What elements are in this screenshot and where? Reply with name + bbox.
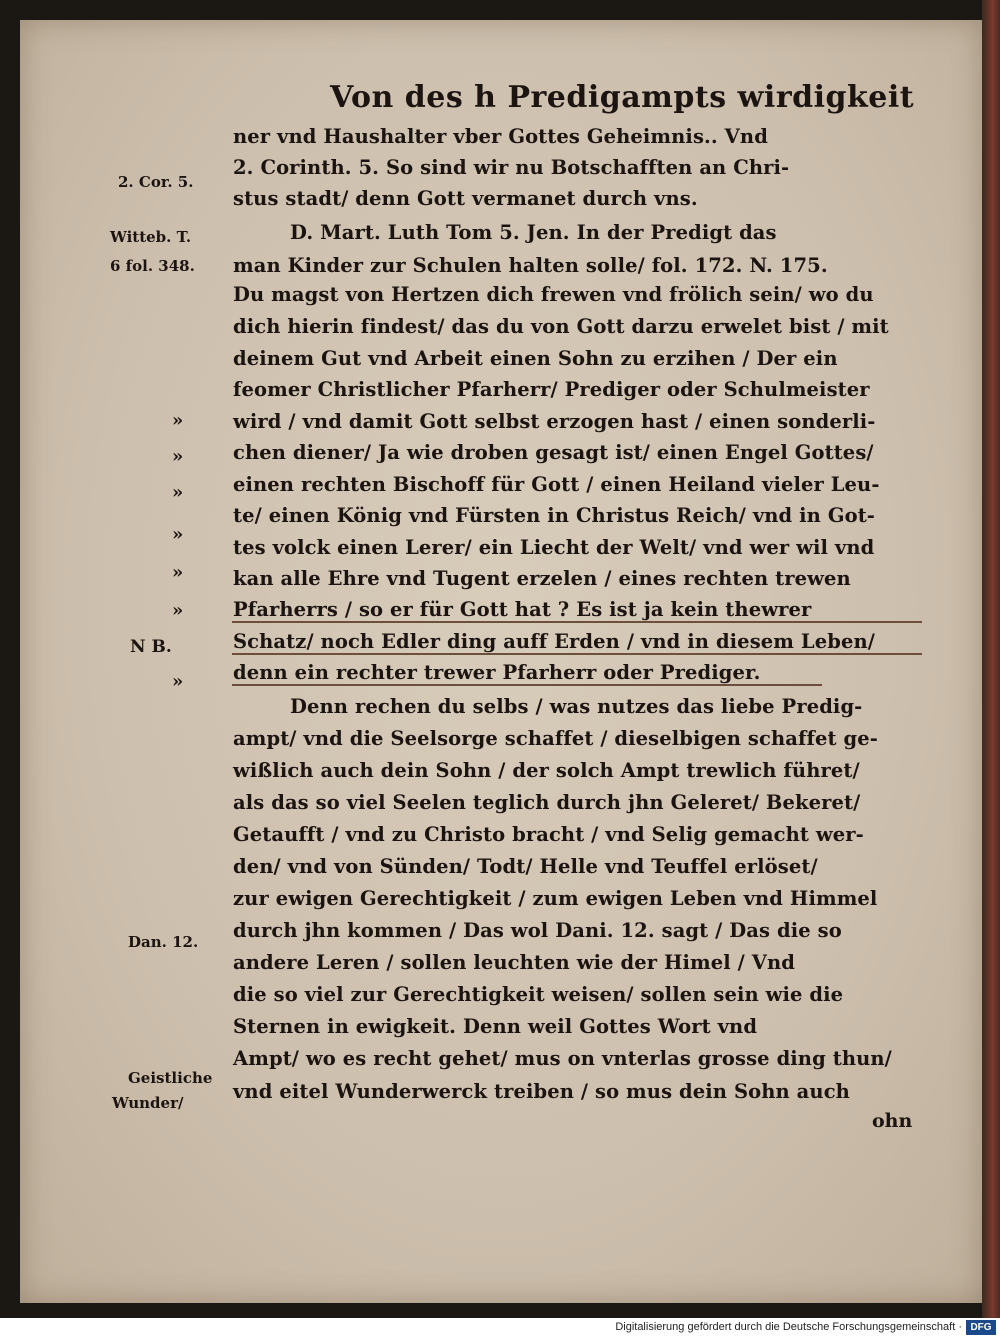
text-line: Sternen in ewigkeit. Denn weil Gottes Wort vnd (233, 1015, 758, 1038)
text-line: Denn rechen du selbs / was nutzes das liebe Predig- (290, 695, 863, 718)
margin-note-witteb: Witteb. T. (110, 228, 192, 246)
book-spine-edge (982, 0, 1000, 1318)
text-line: tes volck einen Lerer/ ein Liecht der Welt/ vnd wer wil vnd (233, 536, 875, 559)
text-line: dich hierin findest/ das du von Gott darzu erwelet bist / mit (233, 315, 889, 338)
text-line: deinem Gut vnd Arbeit einen Sohn zu erzihen / Der ein (233, 347, 838, 370)
text-line: kan alle Ehre vnd Tugent erzelen / eines rechten trewen (233, 567, 851, 590)
margin-note-wunder: Wunder/ (112, 1094, 184, 1112)
quote-mark: » (172, 671, 184, 692)
text-line: Ampt/ wo es recht gehet/ mus on vnterlas grosse ding thun/ (233, 1047, 892, 1070)
text-line: einen rechten Bischoff für Gott / einen Heiland vieler Leu- (233, 473, 880, 496)
text-line: Getaufft / vnd zu Christo bracht / vnd Selig gemacht wer- (233, 823, 864, 846)
text-line: man Kinder zur Schulen halten solle/ fol. 172. N. 175. (233, 254, 828, 277)
catchword: ohn (872, 1110, 913, 1132)
margin-note-geistliche: Geistliche (128, 1069, 213, 1087)
text-line: feomer Christlicher Pfarherr/ Prediger oder Schulmeister (233, 378, 870, 401)
text-line: vnd eitel Wunderwerck treiben / so mus dein Sohn auch (233, 1080, 850, 1103)
quote-mark: » (172, 482, 184, 503)
running-title: Von des h Predigampts wirdigkeit (330, 80, 915, 115)
text-line: Du magst von Hertzen dich frewen vnd frölich sein/ wo du (233, 283, 874, 306)
text-line: andere Leren / sollen leuchten wie der Himel / Vnd (233, 951, 796, 974)
quote-mark: » (172, 524, 184, 545)
text-line: wird / vnd damit Gott selbst erzogen hast / einen sonderli- (233, 410, 876, 433)
ink-underline (232, 684, 822, 686)
text-line: die so viel zur Gerechtigkeit weisen/ sollen sein wie die (233, 983, 844, 1006)
text-line: Pfarherrs / so er für Gott hat ? Es ist ja kein thewrer (233, 598, 812, 621)
margin-note-witteb-fol: 6 fol. 348. (110, 257, 195, 275)
text-line: Schatz/ noch Edler ding auff Erden / vnd in diesem Leben/ (233, 630, 875, 653)
footer-credit: Digitalisierung gefördert durch die Deutsche Forschungsgemeinschaft · (615, 1321, 962, 1333)
text-line: D. Mart. Luth Tom 5. Jen. In der Predigt das (290, 221, 777, 244)
quote-mark: » (172, 562, 184, 583)
text-line: stus stadt/ denn Gott vermanet durch vns. (233, 187, 698, 210)
digitization-footer (0, 1318, 1000, 1339)
quote-mark: » (172, 600, 184, 621)
text-line: zur ewigen Gerechtigkeit / zum ewigen Leben vnd Himmel (233, 887, 878, 910)
margin-note-dan: Dan. 12. (128, 933, 199, 951)
margin-note-nb: N B. (130, 637, 172, 657)
quote-mark: » (172, 410, 184, 431)
ink-underline (232, 653, 922, 655)
text-line: te/ einen König vnd Fürsten in Christus Reich/ vnd in Got- (233, 504, 875, 527)
text-line: wißlich auch dein Sohn / der solch Ampt trewlich führet/ (233, 759, 860, 782)
text-line: ampt/ vnd die Seelsorge schaffet / dieselbigen schaffet ge- (233, 727, 878, 750)
text-line: den/ vnd von Sünden/ Todt/ Helle vnd Teuffel erlöset/ (233, 855, 818, 878)
text-line: denn ein rechter trewer Pfarherr oder Prediger. (233, 661, 761, 684)
text-line: 2. Corinth. 5. So sind wir nu Botschafften an Chri- (233, 156, 790, 179)
text-line: durch jhn kommen / Das wol Dani. 12. sagt / Das die so (233, 919, 842, 942)
dfg-logo: DFG (966, 1320, 996, 1335)
text-line: ner vnd Haushalter vber Gottes Geheimnis.. Vnd (233, 125, 768, 148)
quote-mark: » (172, 446, 184, 467)
margin-note-cor: 2. Cor. 5. (118, 173, 194, 191)
ink-underline (232, 621, 922, 623)
text-line: als das so viel Seelen teglich durch jhn Geleret/ Bekeret/ (233, 791, 861, 814)
text-line: chen diener/ Ja wie droben gesagt ist/ einen Engel Gottes/ (233, 441, 874, 464)
